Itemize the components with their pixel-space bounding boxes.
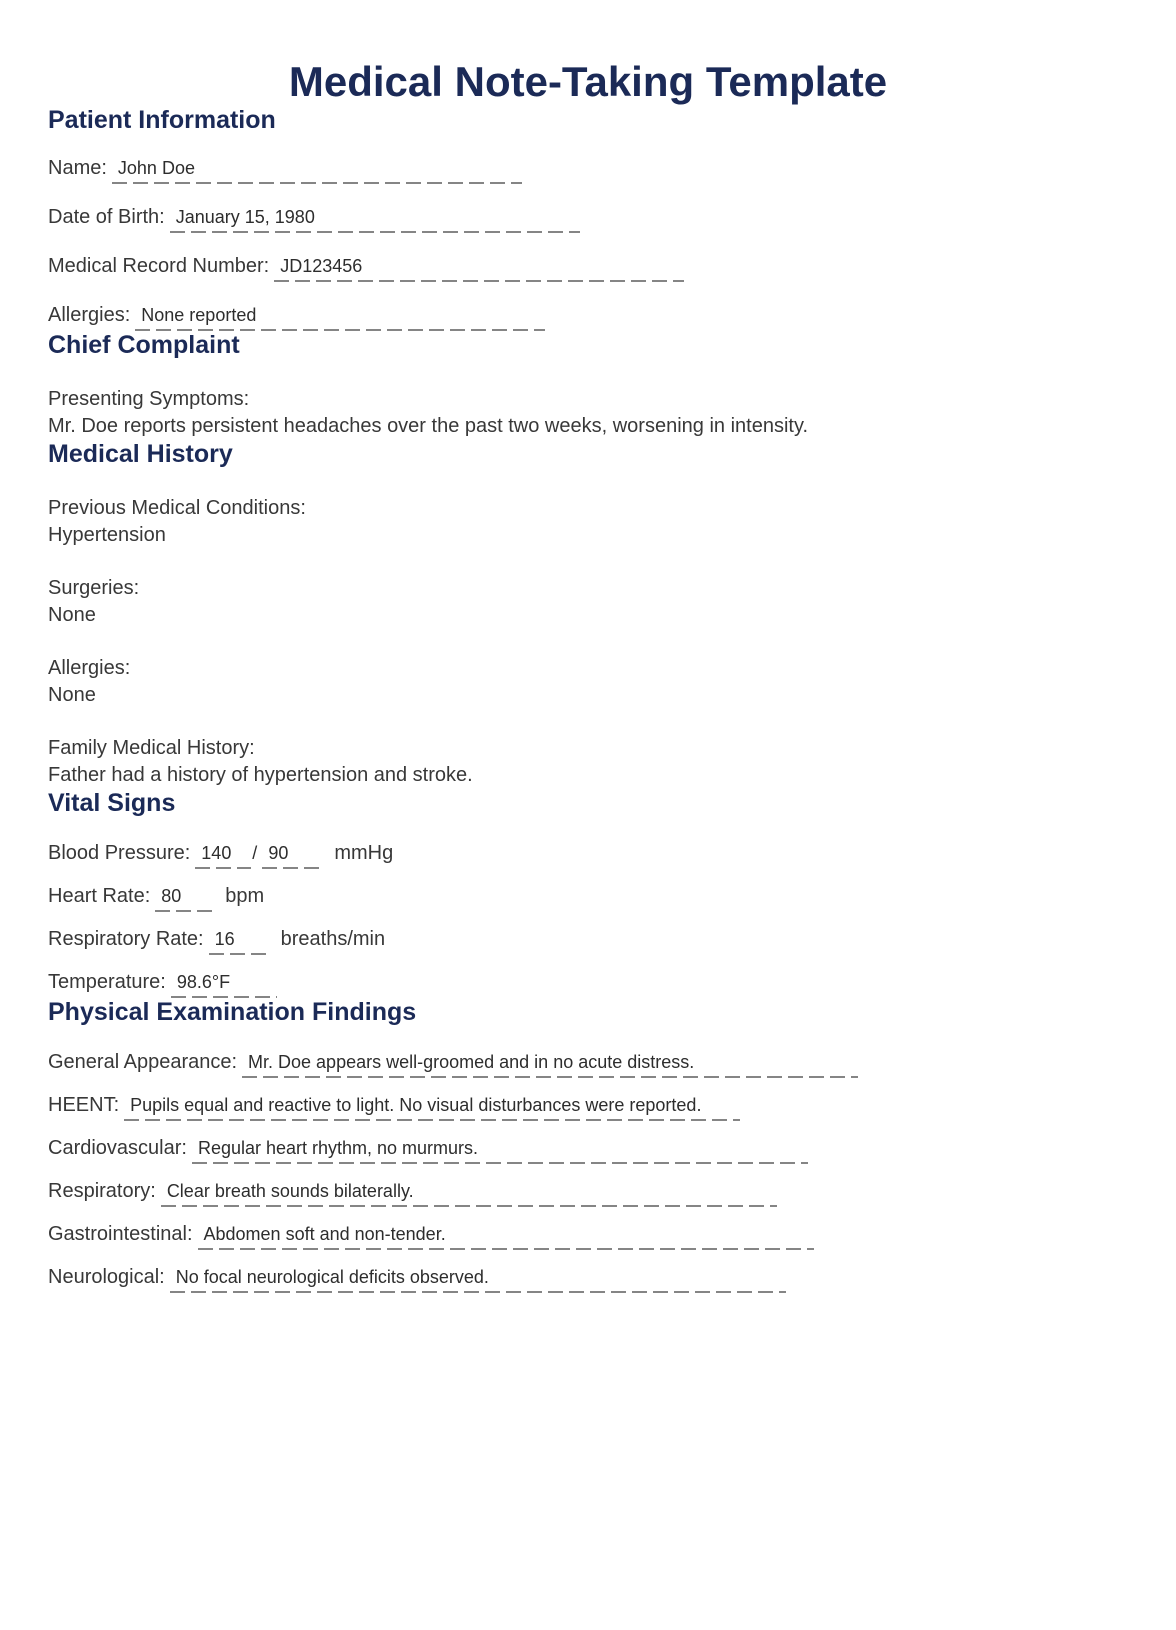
surgeries-block xyxy=(48,575,1128,629)
heent-label: HEENT: xyxy=(48,1094,120,1117)
vital-row-respiratory-rate xyxy=(48,928,1128,955)
section-physical-examination-findings xyxy=(48,998,1128,1293)
exam-row-cardiovascular xyxy=(48,1137,1128,1164)
field-row-allergies xyxy=(48,304,1128,331)
general-appearance-label: General Appearance: xyxy=(48,1051,238,1074)
exam-row-respiratory xyxy=(48,1180,1128,1207)
history-allergies-label: Allergies: xyxy=(48,657,131,680)
vital-row-blood-pressure xyxy=(48,842,1128,869)
vital-row-temperature xyxy=(48,971,1128,998)
section-heading-vital-signs: Vital Signs xyxy=(48,789,176,818)
previous-medical-conditions-block xyxy=(48,495,1128,549)
blood-pressure-systolic-value: 140 xyxy=(195,843,251,869)
family-medical-history-value: Father had a history of hypertension and stroke. xyxy=(48,764,473,787)
heart-rate-value: 80 xyxy=(155,886,215,912)
heart-rate-label: Heart Rate: xyxy=(48,885,151,908)
blood-pressure-label: Blood Pressure: xyxy=(48,842,191,865)
temperature-value: 98.6°F xyxy=(171,972,277,998)
field-row-name xyxy=(48,157,1128,184)
history-allergies-value: None xyxy=(48,684,96,707)
heent-value: Pupils equal and reactive to light. No visual disturbances were reported. xyxy=(124,1095,740,1121)
cardiovascular-label: Cardiovascular: xyxy=(48,1137,187,1160)
section-medical-history xyxy=(48,440,1128,789)
neurological-label: Neurological: xyxy=(48,1266,165,1289)
history-allergies-block xyxy=(48,655,1128,709)
previous-medical-conditions-label: Previous Medical Conditions: xyxy=(48,497,306,520)
field-row-date-of-birth xyxy=(48,206,1128,233)
section-patient-information xyxy=(48,106,1128,331)
respiratory-rate-unit: breaths/min xyxy=(280,928,386,951)
section-heading-physical-examination-findings: Physical Examination Findings xyxy=(48,998,417,1027)
page-title: Medical Note-Taking Template xyxy=(288,58,888,105)
family-medical-history-label: Family Medical History: xyxy=(48,737,255,760)
gastrointestinal-label: Gastrointestinal: xyxy=(48,1223,193,1246)
section-chief-complaint xyxy=(48,331,1128,440)
exam-row-general-appearance xyxy=(48,1051,1128,1078)
allergies-value: None reported xyxy=(135,305,545,331)
heart-rate-unit: bpm xyxy=(225,885,265,908)
exam-row-neurological xyxy=(48,1266,1128,1293)
blood-pressure-unit: mmHg xyxy=(334,842,394,865)
medical-record-number-value: JD123456 xyxy=(274,256,684,282)
respiratory-label: Respiratory: xyxy=(48,1180,156,1203)
section-heading-medical-history: Medical History xyxy=(48,440,233,469)
field-row-medical-record-number xyxy=(48,255,1128,282)
general-appearance-value: Mr. Doe appears well-groomed and in no acute distress. xyxy=(242,1052,858,1078)
temperature-label: Temperature: xyxy=(48,971,166,994)
medical-record-number-label: Medical Record Number: xyxy=(48,255,270,278)
respiratory-value: Clear breath sounds bilaterally. xyxy=(161,1181,777,1207)
blood-pressure-separator: / xyxy=(252,843,258,864)
date-of-birth-value: January 15, 1980 xyxy=(170,207,580,233)
vital-row-heart-rate xyxy=(48,885,1128,912)
neurological-value: No focal neurological deficits observed. xyxy=(170,1267,786,1293)
previous-medical-conditions-value: Hypertension xyxy=(48,524,166,547)
allergies-label: Allergies: xyxy=(48,304,131,327)
exam-row-heent xyxy=(48,1094,1128,1121)
respiratory-rate-value: 16 xyxy=(209,929,271,955)
respiratory-rate-label: Respiratory Rate: xyxy=(48,928,204,951)
section-heading-chief-complaint: Chief Complaint xyxy=(48,331,240,360)
section-heading-patient-information: Patient Information xyxy=(48,106,276,135)
name-value: John Doe xyxy=(112,158,522,184)
presenting-symptoms-value: Mr. Doe reports persistent headaches over the past two weeks, worsening in intensity. xyxy=(48,415,809,438)
cardiovascular-value: Regular heart rhythm, no murmurs. xyxy=(192,1138,808,1164)
presenting-symptoms-block xyxy=(48,386,1128,440)
surgeries-label: Surgeries: xyxy=(48,577,140,600)
blood-pressure-diastolic-value: 90 xyxy=(262,843,324,869)
name-label: Name: xyxy=(48,157,107,180)
presenting-symptoms-label: Presenting Symptoms: xyxy=(48,388,250,411)
section-vital-signs xyxy=(48,789,1128,998)
date-of-birth-label: Date of Birth: xyxy=(48,206,165,229)
gastrointestinal-value: Abdomen soft and non-tender. xyxy=(198,1224,814,1250)
exam-row-gastrointestinal xyxy=(48,1223,1128,1250)
family-medical-history-block xyxy=(48,735,1128,789)
surgeries-value: None xyxy=(48,604,96,627)
